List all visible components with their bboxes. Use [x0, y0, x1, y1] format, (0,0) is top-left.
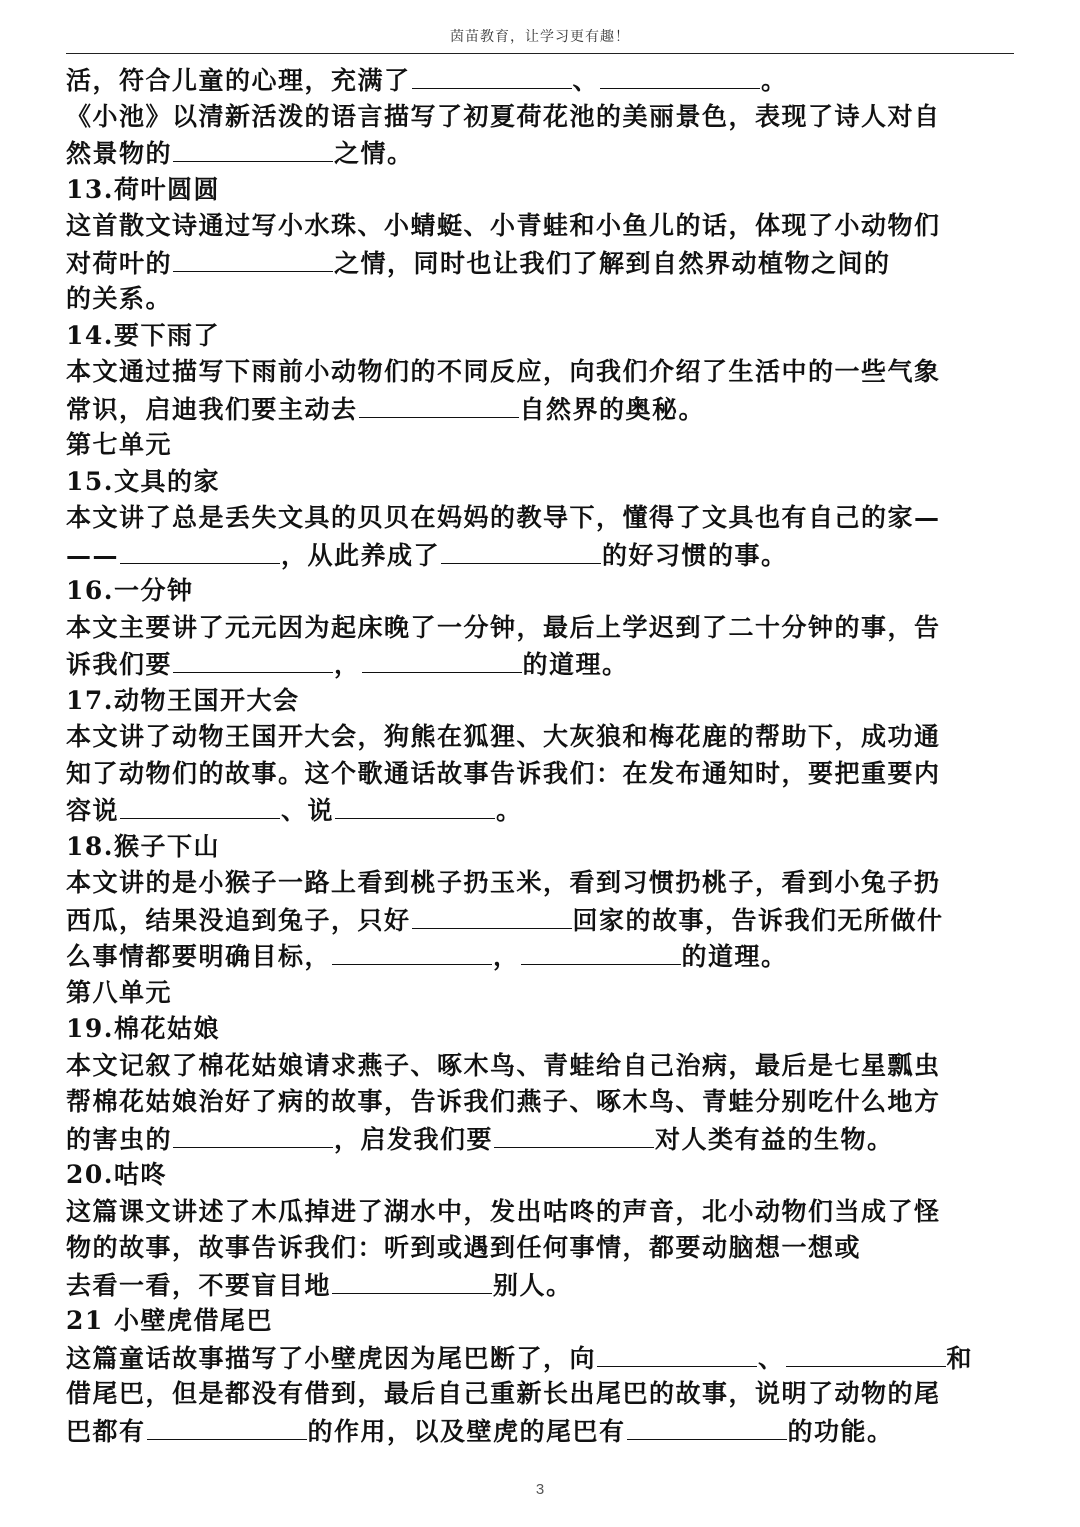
line-text: 本文通过描写下雨前小动物们的不同反应，向我们介绍了生活中的一些气象 [66, 357, 941, 386]
line-text: 诉我们要 [66, 650, 173, 679]
line-text: 这篇童话故事描写了小壁虎因为尾巴断了，向 [66, 1343, 597, 1373]
text-line [66, 1157, 1016, 1194]
text-line [66, 1340, 1016, 1377]
text-line [66, 1376, 1016, 1413]
line-text: 对荷叶的 [66, 248, 173, 278]
fill-in-blank[interactable] [627, 1413, 787, 1440]
text-line [66, 610, 1016, 647]
line-text: 20.咕咚 [66, 1160, 167, 1189]
line-text: ，启发我们要 [334, 1124, 494, 1154]
text-line [66, 573, 1016, 610]
line-text: 这篇课文讲述了木瓜掉进了湖水中，发出咕咚的声音，北小动物们当成了怪 [66, 1196, 941, 1226]
text-line [66, 1084, 1016, 1121]
text-line [66, 245, 1016, 282]
line-text: 么事情都要明确目标， [66, 942, 332, 971]
text-line [66, 1194, 1016, 1231]
text-line [66, 1230, 1016, 1267]
fill-in-blank[interactable] [359, 391, 519, 418]
line-text: 、 [572, 66, 600, 95]
fill-in-blank[interactable] [120, 792, 280, 819]
line-text: 别人。 [493, 1270, 573, 1300]
line-text: 的道理。 [522, 650, 629, 679]
line-text: ， [334, 650, 361, 679]
fill-in-blank[interactable] [332, 1267, 492, 1294]
fill-in-blank[interactable] [597, 1340, 757, 1367]
line-text: 然景物的 [66, 139, 173, 168]
line-text: 第七单元 [66, 430, 173, 459]
fill-in-blank[interactable] [173, 646, 333, 673]
line-text: —— [66, 540, 119, 570]
text-line [66, 1011, 1016, 1048]
fill-in-blank[interactable] [120, 537, 280, 564]
line-text: 活，符合儿童的心理，充满了 [66, 66, 411, 95]
fill-in-blank[interactable] [173, 135, 333, 162]
page-header: 茵苗教育，让学习更有趣！ [450, 29, 630, 45]
fill-in-blank[interactable] [600, 62, 760, 89]
line-text: 的道理。 [681, 942, 788, 971]
line-text: 回家的故事，告诉我们无所做什 [572, 905, 944, 935]
line-text: ，从此养成了 [281, 540, 441, 570]
text-line [66, 1121, 1016, 1158]
fill-in-blank[interactable] [412, 902, 572, 929]
text-line [66, 756, 1016, 793]
line-text: 本文讲的是小猴子一路上看到桃子扔玉米，看到习惯扔桃子，看到小兔子扔 [66, 868, 941, 897]
text-line [66, 683, 1016, 720]
line-text: ， [493, 942, 520, 971]
line-text: 的功能。 [787, 1416, 894, 1446]
line-text: 本文主要讲了元元因为起床晚了一分钟，最后上学迟到了二十分钟的事，告 [66, 612, 941, 642]
text-line [66, 135, 1016, 172]
line-text: 对人类有益的生物。 [655, 1124, 894, 1154]
text-line [66, 1303, 1016, 1340]
line-text: 容说 [66, 796, 120, 825]
fill-in-blank[interactable] [147, 1413, 307, 1440]
text-line [66, 62, 1016, 99]
line-text: 巴都有 [66, 1416, 146, 1446]
line-text: 西瓜，结果没追到兔子，只好 [66, 905, 411, 935]
line-text: 这首散文诗通过写小水珠、小蜻蜓、小青蛙和小鱼儿的话，体现了小动物们 [66, 211, 941, 240]
line-text: 13.荷叶圆圆 [66, 174, 220, 204]
text-line [66, 391, 1016, 428]
header-divider [66, 53, 1014, 54]
text-line [66, 975, 1016, 1012]
text-line [66, 792, 1016, 829]
line-text: 21 小壁虎借尾巴 [66, 1306, 273, 1335]
text-line [66, 427, 1016, 464]
line-text: 自然界的奥秘。 [519, 394, 706, 424]
text-line [66, 1267, 1016, 1304]
line-text: 17.动物王国开大会 [66, 685, 300, 715]
text-line [66, 281, 1016, 318]
text-line [66, 354, 1016, 391]
line-text: 本文讲了总是丢失文具的贝贝在妈妈的教导下，懂得了文具也有自己的家— [66, 503, 941, 532]
line-text: 本文讲了动物王国开大会，狗熊在狐狸、大灰狼和梅花鹿的帮助下，成功通 [66, 722, 941, 751]
fill-in-blank[interactable] [362, 646, 522, 673]
text-line [66, 172, 1016, 209]
fill-in-blank[interactable] [521, 938, 681, 965]
fill-in-blank[interactable] [335, 792, 495, 819]
line-text: 的害虫的 [66, 1124, 173, 1154]
line-text: 16.一分钟 [66, 576, 194, 605]
line-text: 、 [758, 1343, 785, 1373]
fill-in-blank[interactable] [494, 1121, 654, 1148]
line-text: 和 [946, 1343, 974, 1373]
line-text: 。 [496, 796, 523, 825]
fill-in-blank[interactable] [332, 938, 492, 965]
line-text: 常识，启迪我们要主动去 [66, 394, 358, 424]
line-text: 之情。 [334, 139, 414, 168]
text-line [66, 208, 1016, 245]
line-text: 14.要下雨了 [66, 320, 220, 350]
line-text: 19.棉花姑娘 [66, 1014, 220, 1043]
text-line [66, 464, 1016, 501]
fill-in-blank[interactable] [173, 1121, 333, 1148]
text-line [66, 500, 1016, 537]
line-text: 15.文具的家 [66, 466, 220, 496]
text-line [66, 829, 1016, 866]
fill-in-blank[interactable] [441, 537, 601, 564]
text-line [66, 719, 1016, 756]
line-text: 《小池》以清新活泼的语言描写了初夏荷花池的美丽景色，表现了诗人对自 [66, 101, 941, 131]
text-line [66, 1413, 1016, 1450]
line-text: 物的故事，故事告诉我们：听到或遇到任何事情，都要动脑想一想或 [66, 1233, 862, 1262]
page-number: 3 [535, 1481, 545, 1498]
line-text: 知了动物们的故事。这个歌通话故事告诉我们：在发布通知时，要把重要内 [66, 758, 941, 788]
line-text: 18.猴子下山 [66, 831, 220, 861]
text-line [66, 1048, 1016, 1085]
line-text: 。 [761, 66, 788, 95]
line-text: 的关系。 [66, 284, 173, 313]
worksheet-body [66, 62, 1016, 1449]
fill-in-blank[interactable] [786, 1340, 946, 1367]
line-text: 第八单元 [66, 977, 173, 1007]
fill-in-blank[interactable] [173, 245, 333, 272]
line-text: 去看一看，不要盲目地 [66, 1270, 332, 1300]
line-text: 的好习惯的事。 [602, 540, 788, 570]
text-line [66, 318, 1016, 355]
text-line [66, 865, 1016, 902]
text-line [66, 537, 1016, 574]
text-line [66, 902, 1016, 939]
line-text: 、说 [281, 796, 335, 825]
line-text: 帮棉花姑娘治好了病的故事，告诉我们燕子、啄木鸟、青蛙分别吃什么地方 [66, 1087, 941, 1116]
line-text: 之情，同时也让我们了解到自然界动植物之间的 [334, 248, 891, 278]
line-text: 的作用，以及壁虎的尾巴有 [307, 1416, 626, 1446]
fill-in-blank[interactable] [412, 62, 572, 89]
line-text: 借尾巴，但是都没有借到，最后自己重新长出尾巴的故事，说明了动物的尾 [66, 1379, 941, 1408]
text-line [66, 99, 1016, 136]
text-line [66, 938, 1016, 975]
text-line [66, 646, 1016, 683]
line-text: 本文记叙了棉花姑娘请求燕子、啄木鸟、青蛙给自己治病，最后是七星瓢虫 [66, 1050, 941, 1080]
